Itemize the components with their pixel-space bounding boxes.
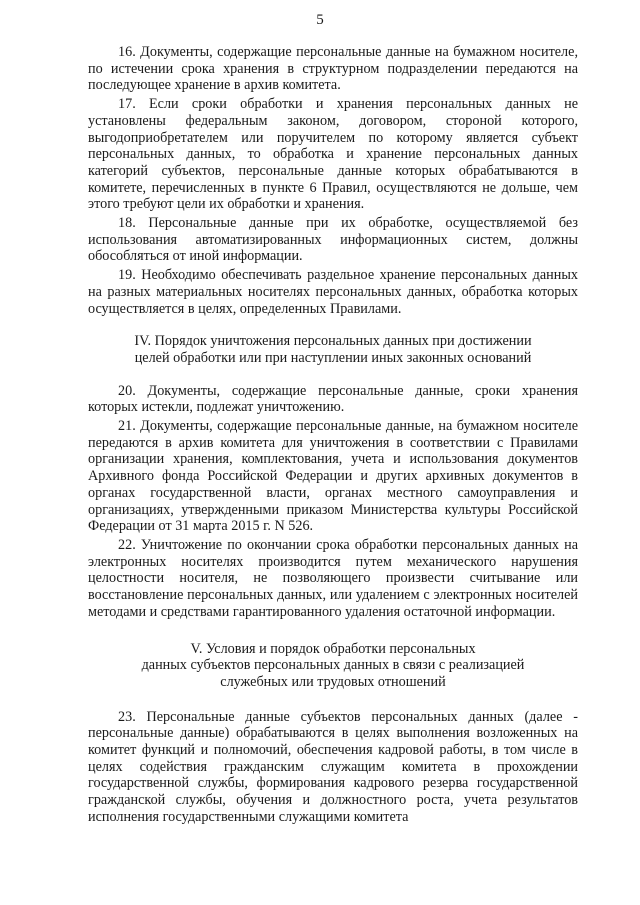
document-body [88,44,578,828]
page-number: 5 [316,12,324,28]
paragraph-20: 20. Документы, содержащие персональные данные, сроки хранения которых истекли, подлежат уничтожению. [88,382,578,416]
paragraph-21: 21. Документы, содержащие персональные данные, на бумажном носителе передаются в архив комитета для уничтожения в соответствии с Правилами организации хранения, комплектования, учета и использования документов Архивного фонда Российской Федерации и других архивных документов в органах государственной власти, органах местного самоуправления и организациях, утвержденными приказом Министерства культуры Российской Федерации от 31 марта 2015 г. N 526. [88,418,578,535]
section-heading-v-line: данных субъектов персональных данных в связи с реализацией [141,657,525,674]
paragraph-18: 18. Персональные данные при их обработке, осуществляемой без использования автоматизированных информационных систем, должны обособляться от иной информации. [88,215,578,265]
paragraph-17: 17. Если сроки обработки и хранения персональных данных не установлены федеральным законом, договором, стороной которого, выгодоприобретателем или поручителем по которому является субъект персональных данных, то обработка и хранение персональных данных категорий субъектов, персональные данные которых обрабатываются в комитете, перечисленных в пункте 6 Правил, осуществляются не дольше, чем этого требуют цели их обработки и хранения. [88,96,578,213]
section-heading-v-line: служебных или трудовых отношений [220,673,446,690]
section-heading-iv-line: целей обработки или при наступлении иных законных оснований [134,349,532,366]
paragraph-19: 19. Необходимо обеспечивать раздельное хранение персональных данных на разных материальных носителях персональных данных, обработка которых осуществляется в целях, определенных Правилами. [88,267,578,317]
paragraph-22: 22. Уничтожение по окончании срока обработки персональных данных на электронных носителях производится путем механического нарушения целостности носителя, не позволяющего произвести считывание или восстановление персональных данных, или удалением с электронных носителей методами и средствами гарантированного удаления остаточной информации. [88,536,578,620]
section-heading-iv [102,333,564,366]
section-heading-v [102,641,564,691]
paragraph-16: 16. Документы, содержащие персональные данные на бумажном носителе, по истечении срока хранения в структурном подразделении передаются на последующее хранение в архив комитета. [88,44,578,94]
paragraph-23: 23. Персональные данные субъектов персональных данных (далее - персональные данные) обрабатываются в целях выполнения возложенных на комитет функций и полномочий, обеспечения кадровой работы, в том числе в целях содействия гражданским служащим комитета в прохождении государственной службы, формирования кадрового резерва государственной гражданской службы, обучения и должностного роста, учета результатов исполнения государственными служащими комитета [88,708,578,825]
section-heading-iv-line: IV. Порядок уничтожения персональных данных при достижении [134,333,532,350]
section-heading-v-line: V. Условия и порядок обработки персональных [190,640,476,657]
